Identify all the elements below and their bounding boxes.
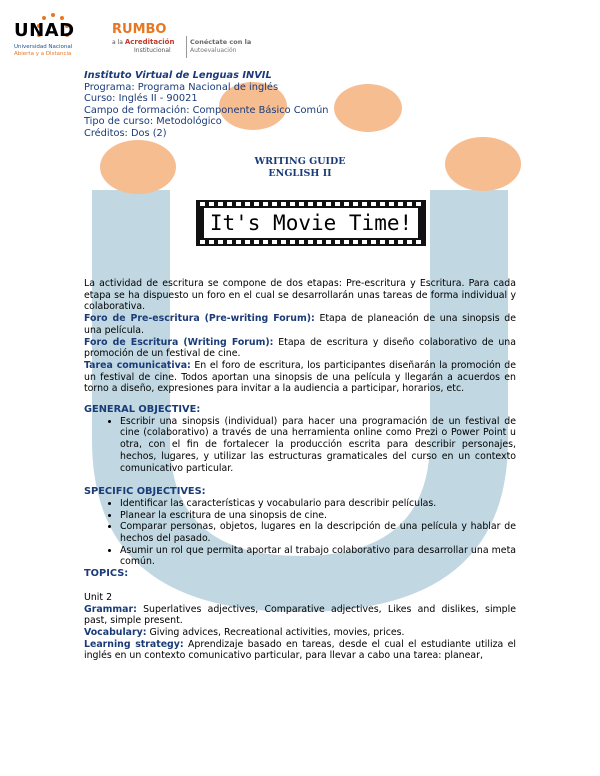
watermark-circle-3 <box>334 84 402 132</box>
movie-time-banner <box>196 200 426 246</box>
rumbo-bold: Acreditación <box>124 38 175 46</box>
general-objective-list <box>84 416 516 475</box>
learning-strategy-label: Learning strategy: <box>84 638 184 650</box>
rumbo-wordmark: RUMBO <box>112 22 167 37</box>
communicative-task-paragraph <box>84 360 516 395</box>
banner-panel <box>204 208 418 238</box>
learning-strategy-text: Aprendizaje basado en tareas, desde el cual el estudiante utiliza el inglés en un contexto comunicativo particular, para llevar a cabo una tarea: planear, <box>84 638 516 662</box>
unad-logo <box>14 12 94 56</box>
vocabulary-label: Vocabulary: <box>84 626 147 638</box>
writing-forum-label: Foro de Escritura (Writing Forum): <box>84 336 274 348</box>
credits-line: Créditos: Dos (2) <box>84 127 167 139</box>
prewriting-forum-text: Etapa de planeación de una sinopsis de una película. <box>84 313 516 336</box>
grammar-label: Grammar: <box>84 603 137 615</box>
rumbo-right-line-1: Conéctate con la <box>190 38 252 46</box>
watermark-circle-4 <box>445 137 521 191</box>
rumbo-divider <box>186 36 187 58</box>
general-objective-heading: GENERAL OBJECTIVE: <box>84 404 201 416</box>
field-line: Campo de formación: Componente Básico Común <box>84 104 329 116</box>
prewriting-forum-label: Foro de Pre-escritura (Pre-writing Forum): <box>84 313 315 325</box>
topics-heading: TOPICS: <box>84 568 129 580</box>
course-info <box>84 70 329 140</box>
writing-forum-paragraph <box>84 337 516 360</box>
film-perforations-top <box>200 202 422 206</box>
guide-title: WRITING GUIDE <box>254 156 346 167</box>
prewriting-forum-paragraph <box>84 313 516 336</box>
specific-objectives-list <box>84 498 516 568</box>
rumbo-line-1 <box>112 38 174 46</box>
vocabulary-paragraph <box>84 627 516 639</box>
unad-subtitle-2: Abierta y a Distancia <box>14 51 72 57</box>
institute-name: Instituto Virtual de Lenguas INVIL <box>84 70 272 81</box>
writing-forum-text: Etapa de escritura y diseño colaborativo de una promoción de un festival de cine. <box>84 336 516 360</box>
course-type-line: Tipo de curso: Metodológico <box>84 116 222 128</box>
guide-subtitle: ENGLISH II <box>268 168 332 179</box>
course-line: Curso: Inglés II - 90021 <box>84 93 198 105</box>
program-line: Programa: Programa Nacional de inglés <box>84 81 279 93</box>
watermark-circle-1 <box>100 140 176 194</box>
rumbo-acreditacion-logo <box>112 22 272 62</box>
unad-subtitle-1: Universidad Nacional <box>14 44 73 50</box>
communicative-task-label: Tarea comunicativa: <box>84 359 191 371</box>
banner-text: It's Movie Time! <box>209 211 413 235</box>
list-item: • Comparar personas, objetos, lugares en la descripción de una película y hablar de hechos del pasado. <box>120 521 516 544</box>
guide-body <box>84 278 516 662</box>
grammar-text: Superlatives adjectives, Comparative adjectives, Likes and dislikes, simple past, simple present. <box>84 603 516 627</box>
list-item: • Escribir una sinopsis (individual) para hacer una programación de un festival de cine (colaborativo) a través de una herramienta online como Prezi o Power Point u otra, con el fin de fortalecer la producción escrita para describir personajes, hechos, lugares, y utilizar las estructuras gramaticales del curso en un contexto comunicativo particular. <box>120 416 516 475</box>
unad-wordmark: UNAD <box>14 20 75 41</box>
list-item: • Planear la escritura de una sinopsis de cine. <box>120 510 516 522</box>
list-item: • Identificar las características y vocabulario para describir películas. <box>120 498 516 510</box>
rumbo-right-line-2: Autoevaluación <box>190 47 237 54</box>
vocabulary-text: Giving advices, Recreational activities, movies, prices. <box>146 626 405 638</box>
grammar-paragraph <box>84 604 516 627</box>
unit-label: Unit 2 <box>84 591 113 603</box>
list-item: • Asumir un rol que permita aportar al trabajo colaborativo para desarrollar una meta común. <box>120 545 516 568</box>
rumbo-prefix: a la <box>112 39 123 46</box>
rumbo-line-2: Institucional <box>134 47 171 54</box>
communicative-task-text: En el foro de escritura, los participantes diseñarán la promoción de un festival de cine. Todos aportan una sinopsis de una película y llegarán a acuerdos en torno a diseño, expresiones para invitar a la audiencia a participar, horarios, etc. <box>84 359 517 395</box>
specific-objectives-heading: SPECIFIC OBJECTIVES: <box>84 486 206 498</box>
learning-strategy-paragraph <box>84 639 516 662</box>
intro-paragraph: La actividad de escritura se compone de dos etapas: Pre-escritura y Escritura. Para cada etapa se ha dispuesto un foro en el cual se desarrollarán unas tareas de forma individual y colaborativa. <box>84 278 516 313</box>
film-perforations-bottom <box>200 240 422 244</box>
